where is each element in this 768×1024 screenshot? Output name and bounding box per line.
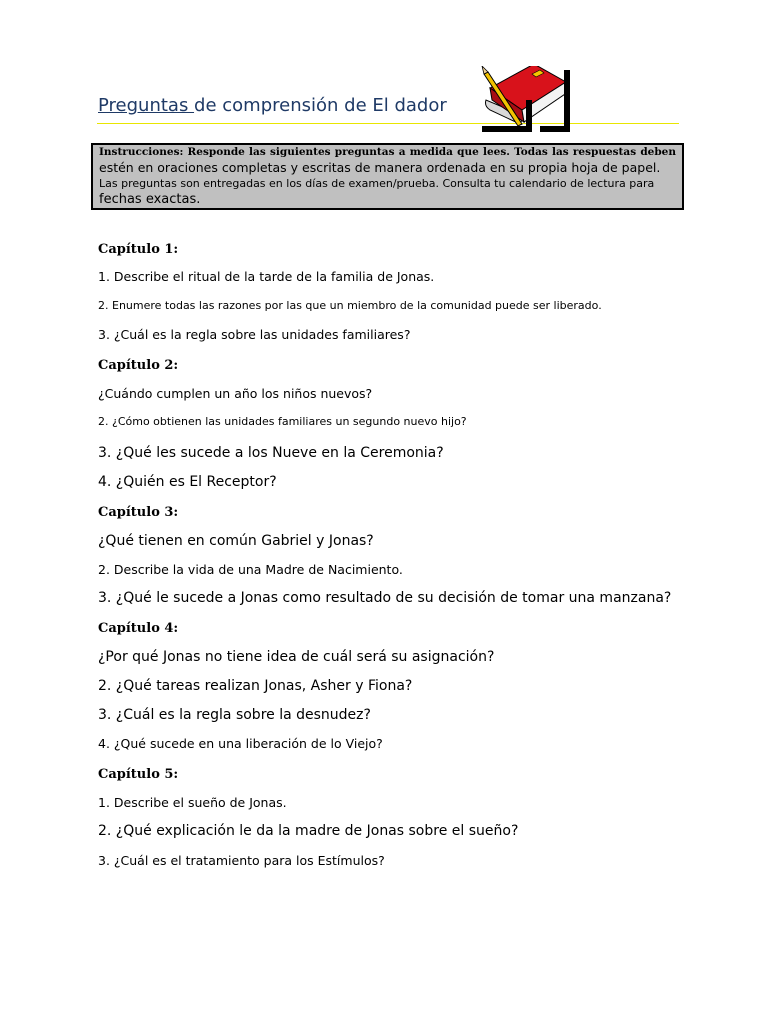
chapter-1-question-2: 2. Enumere todas las razones por las que un miembro de la comunidad puede ser liberado.: [98, 299, 602, 312]
page-title: [98, 95, 447, 116]
instructions-line-2: estén en oraciones completas y escritas de manera ordenada en su propia hoja de papel.: [99, 160, 661, 175]
instructions-line-4: fechas exactas.: [99, 192, 201, 207]
chapter-3-question-2: 2. Describe la vida de una Madre de Nacimiento.: [98, 562, 403, 577]
chapter-4-question-2: 2. ¿Qué tareas realizan Jonas, Asher y Fiona?: [98, 678, 413, 694]
chapter-3-question-3: 3. ¿Qué le sucede a Jonas como resultado de su decisión de tomar una manzana?: [98, 590, 672, 606]
instructions-line-1: Instrucciones: Responde las siguientes preguntas a medida que lees. Todas las respuestas deben: [99, 146, 676, 158]
chapter-4-question-1: ¿Por qué Jonas no tiene idea de cuál será su asignación?: [98, 649, 495, 665]
chapter-5-heading: Capítulo 5:: [98, 767, 179, 782]
title-rule: [97, 123, 679, 124]
chapter-2-heading: Capítulo 2:: [98, 358, 179, 373]
title-rest: de comprensión de El dador: [194, 95, 447, 116]
chapter-2-question-1: ¿Cuándo cumplen un año los niños nuevos?: [98, 386, 373, 401]
chapter-5-question-1: 1. Describe el sueño de Jonas.: [98, 795, 287, 810]
chapter-2-question-3: 3. ¿Qué les sucede a los Nueve en la Ceremonia?: [98, 445, 444, 461]
instructions-line-3: Las preguntas son entregadas en los días de examen/prueba. Consulta tu calendario de lectura para: [99, 177, 655, 190]
chapter-1-question-3: 3. ¿Cuál es la regla sobre las unidades familiares?: [98, 327, 411, 342]
chapter-1-question-1: 1. Describe el ritual de la tarde de la familia de Jonas.: [98, 269, 435, 284]
chapter-3-heading: Capítulo 3:: [98, 505, 179, 520]
chapter-4-heading: Capítulo 4:: [98, 621, 179, 636]
chapter-1-heading: Capítulo 1:: [98, 242, 179, 257]
title-underlined-word: Preguntas: [98, 95, 195, 116]
chapter-5-question-3: 3. ¿Cuál es el tratamiento para los Estímulos?: [98, 853, 385, 868]
chapter-5-question-2: 2. ¿Qué explicación le da la madre de Jonas sobre el sueño?: [98, 823, 519, 839]
instructions-box: [91, 143, 684, 210]
chapter-3-question-1: ¿Qué tienen en común Gabriel y Jonas?: [98, 533, 374, 549]
chapter-2-question-2: 2. ¿Cómo obtienen las unidades familiares un segundo nuevo hijo?: [98, 415, 467, 428]
book-pencil-icon: [480, 66, 576, 136]
chapter-4-question-4: 4. ¿Qué sucede en una liberación de lo Viejo?: [98, 736, 383, 751]
chapter-4-question-3: 3. ¿Cuál es la regla sobre la desnudez?: [98, 707, 371, 723]
chapter-2-question-4: 4. ¿Quién es El Receptor?: [98, 474, 277, 490]
